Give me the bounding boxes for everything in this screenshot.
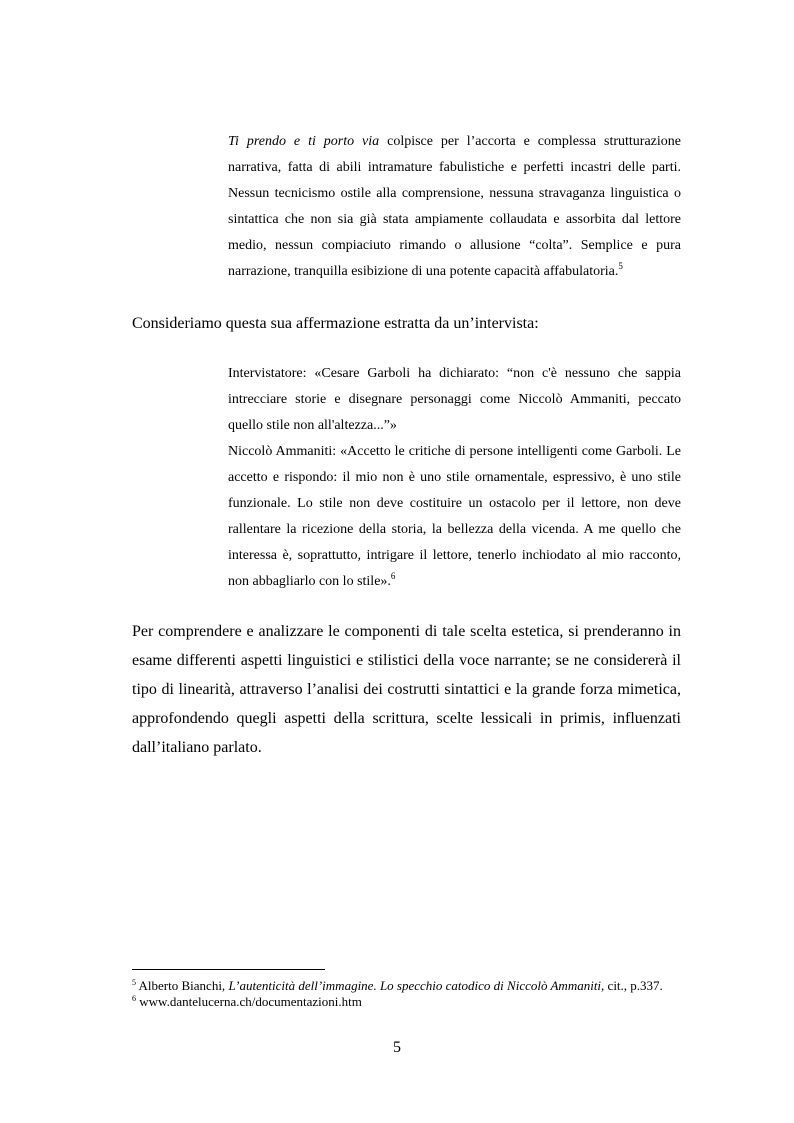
intro-sentence: Consideriamo questa sua affermazione estratta da un’intervista: — [132, 315, 539, 332]
footnote-5-title: L’autenticità dell’immagine. Lo specchio catodico di Niccolò Ammaniti, — [228, 978, 605, 993]
footnote-6-number: 6 — [132, 994, 136, 1003]
footnote-6 — [132, 994, 692, 1010]
quote-1-body: colpisce per l’accorta e complessa strutturazione narrativa, fatta di abili intramature fabulistiche e perfetti incastri delle parti. Nessun tecnicismo ostile alla comprensione, nessuna stravaganza linguistica o sintattica che non sia già stata ampiamente collaudata e assorbita dal lettore medio, nessun compiaciuto rimando o allusione “colta”. Semplice e pura narrazione, tranquilla esibizione di una potente capacità affabulatoria. — [228, 134, 681, 279]
footnote-5-author: Alberto Bianchi, — [136, 978, 229, 993]
footnote-separator — [132, 969, 325, 970]
quote-1-book-title: Ti prendo e ti porto via — [228, 134, 380, 149]
footnotes — [132, 978, 692, 1010]
footnote-ref-6[interactable]: 6 — [390, 571, 396, 581]
footnote-6-link[interactable]: www.dantelucerna.ch/documentazioni.htm — [136, 994, 362, 1009]
footnote-ref-5[interactable]: 5 — [618, 261, 623, 271]
page-number: 5 — [393, 1039, 401, 1056]
interviewer-line: Intervistatore: «Cesare Garboli ha dichiarato: “non c'è nessuno che sappia intrecciare storie e disegnare personaggi come Niccolò Ammaniti, peccato quello stile non all'altezza...”» — [228, 366, 681, 433]
block-quote-1 — [228, 129, 681, 285]
ammaniti-answer — [228, 439, 681, 595]
ammaniti-answer-text: Niccolò Ammaniti: «Accetto le critiche di persone intelligenti come Garboli. Le accetto e rispondo: il mio non è uno stile ornamentale, espressivo, è uno stile funzionale. Lo stile non deve costituire un ostacolo per il lettore, non deve rallentare la ricezione della storia, la bellezza della vicenda. A me quello che interessa è, soprattutto, intrigare il lettore, tenerlo inchiodato al mio racconto, non abbagliarlo con lo stile». — [228, 444, 681, 589]
footnote-5 — [132, 978, 692, 994]
quote-1-text — [228, 129, 681, 285]
body-paragraph: Per comprendere e analizzare le componenti di tale scelta estetica, si prenderanno in esame differenti aspetti linguistici e stilistici della voce narrante; se ne considererà il tipo di linearità, attraverso l’analisi dei costrutti sintattici e la grande forza mimetica, approfondendo quegli aspetti della scrittura, scelte lessicali in primis, influenzati dall’italiano parlato. — [132, 623, 681, 756]
footnote-5-rest: cit., p.337. — [604, 978, 663, 993]
footnote-5-number: 5 — [132, 978, 136, 987]
interview-quote — [228, 361, 681, 595]
